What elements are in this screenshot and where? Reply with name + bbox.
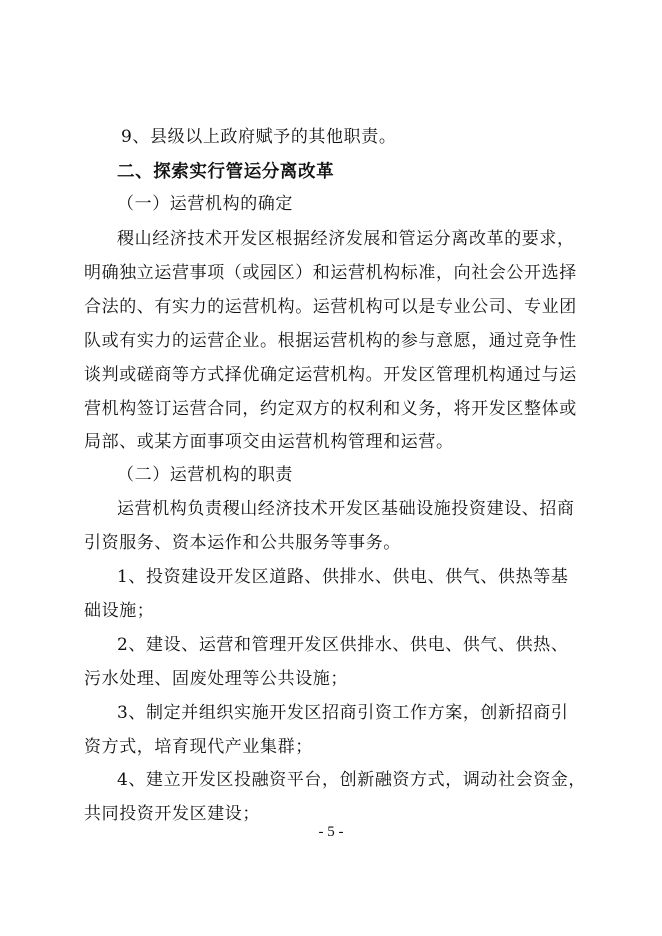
- list-item-2: 2、建设、运营和管理开发区供排水、供电、供气、供热、: [117, 635, 569, 655]
- paragraph-line: 合法的、有实力的运营机构。运营机构可以是专业公司、专业团: [84, 297, 577, 317]
- subsection-heading-1: （一）运营机构的确定: [117, 194, 293, 214]
- paragraph-line: 营机构签订运营合同，约定双方的权利和义务，将开发区整体或: [84, 399, 577, 419]
- list-item-1-continued: 础设施；: [84, 601, 155, 621]
- list-item-1: 1、投资建设开发区道路、供排水、供电、供气、供热等基: [117, 567, 569, 587]
- paragraph-line: 局部、或某方面事项交由运营机构管理和运营。: [84, 432, 454, 452]
- subsection-heading-2: （二）运营机构的职责: [117, 465, 293, 485]
- list-item-3: 3、制定并组织实施开发区招商引资工作方案，创新招商引: [117, 703, 569, 723]
- list-item-2-continued: 污水处理、固废处理等公共设施；: [84, 669, 348, 689]
- list-item-4: 4、建立开发区投融资平台，创新融资方式，调动社会资金，: [117, 770, 587, 790]
- list-item-4-continued: 共同投资开发区建设；: [84, 804, 260, 824]
- paragraph-line: 队或有实力的运营企业。根据运营机构的参与意愿，通过竞争性: [84, 331, 577, 351]
- paragraph-line: 稷山经济技术开发区根据经济发展和管运分离改革的要求，: [117, 229, 575, 249]
- paragraph-line: 明确独立运营事项（或园区）和运营机构标准，向社会公开选择: [84, 263, 577, 283]
- paragraph-line: 谈判或磋商等方式择优确定运营机构。开发区管理机构通过与运: [84, 365, 577, 385]
- section-heading-2: 二、探索实行管运分离改革: [117, 162, 335, 182]
- list-item-3-continued: 资方式，培育现代产业集群；: [84, 737, 313, 757]
- paragraph-line: 引资服务、资本运作和公共服务等事务。: [84, 533, 401, 553]
- paragraph-line: 运营机构负责稷山经济技术开发区基础设施投资建设、招商: [117, 499, 575, 519]
- list-item-9: 9、县级以上政府赋予的其他职责。: [121, 127, 397, 147]
- page-number: - 5 -: [318, 824, 344, 840]
